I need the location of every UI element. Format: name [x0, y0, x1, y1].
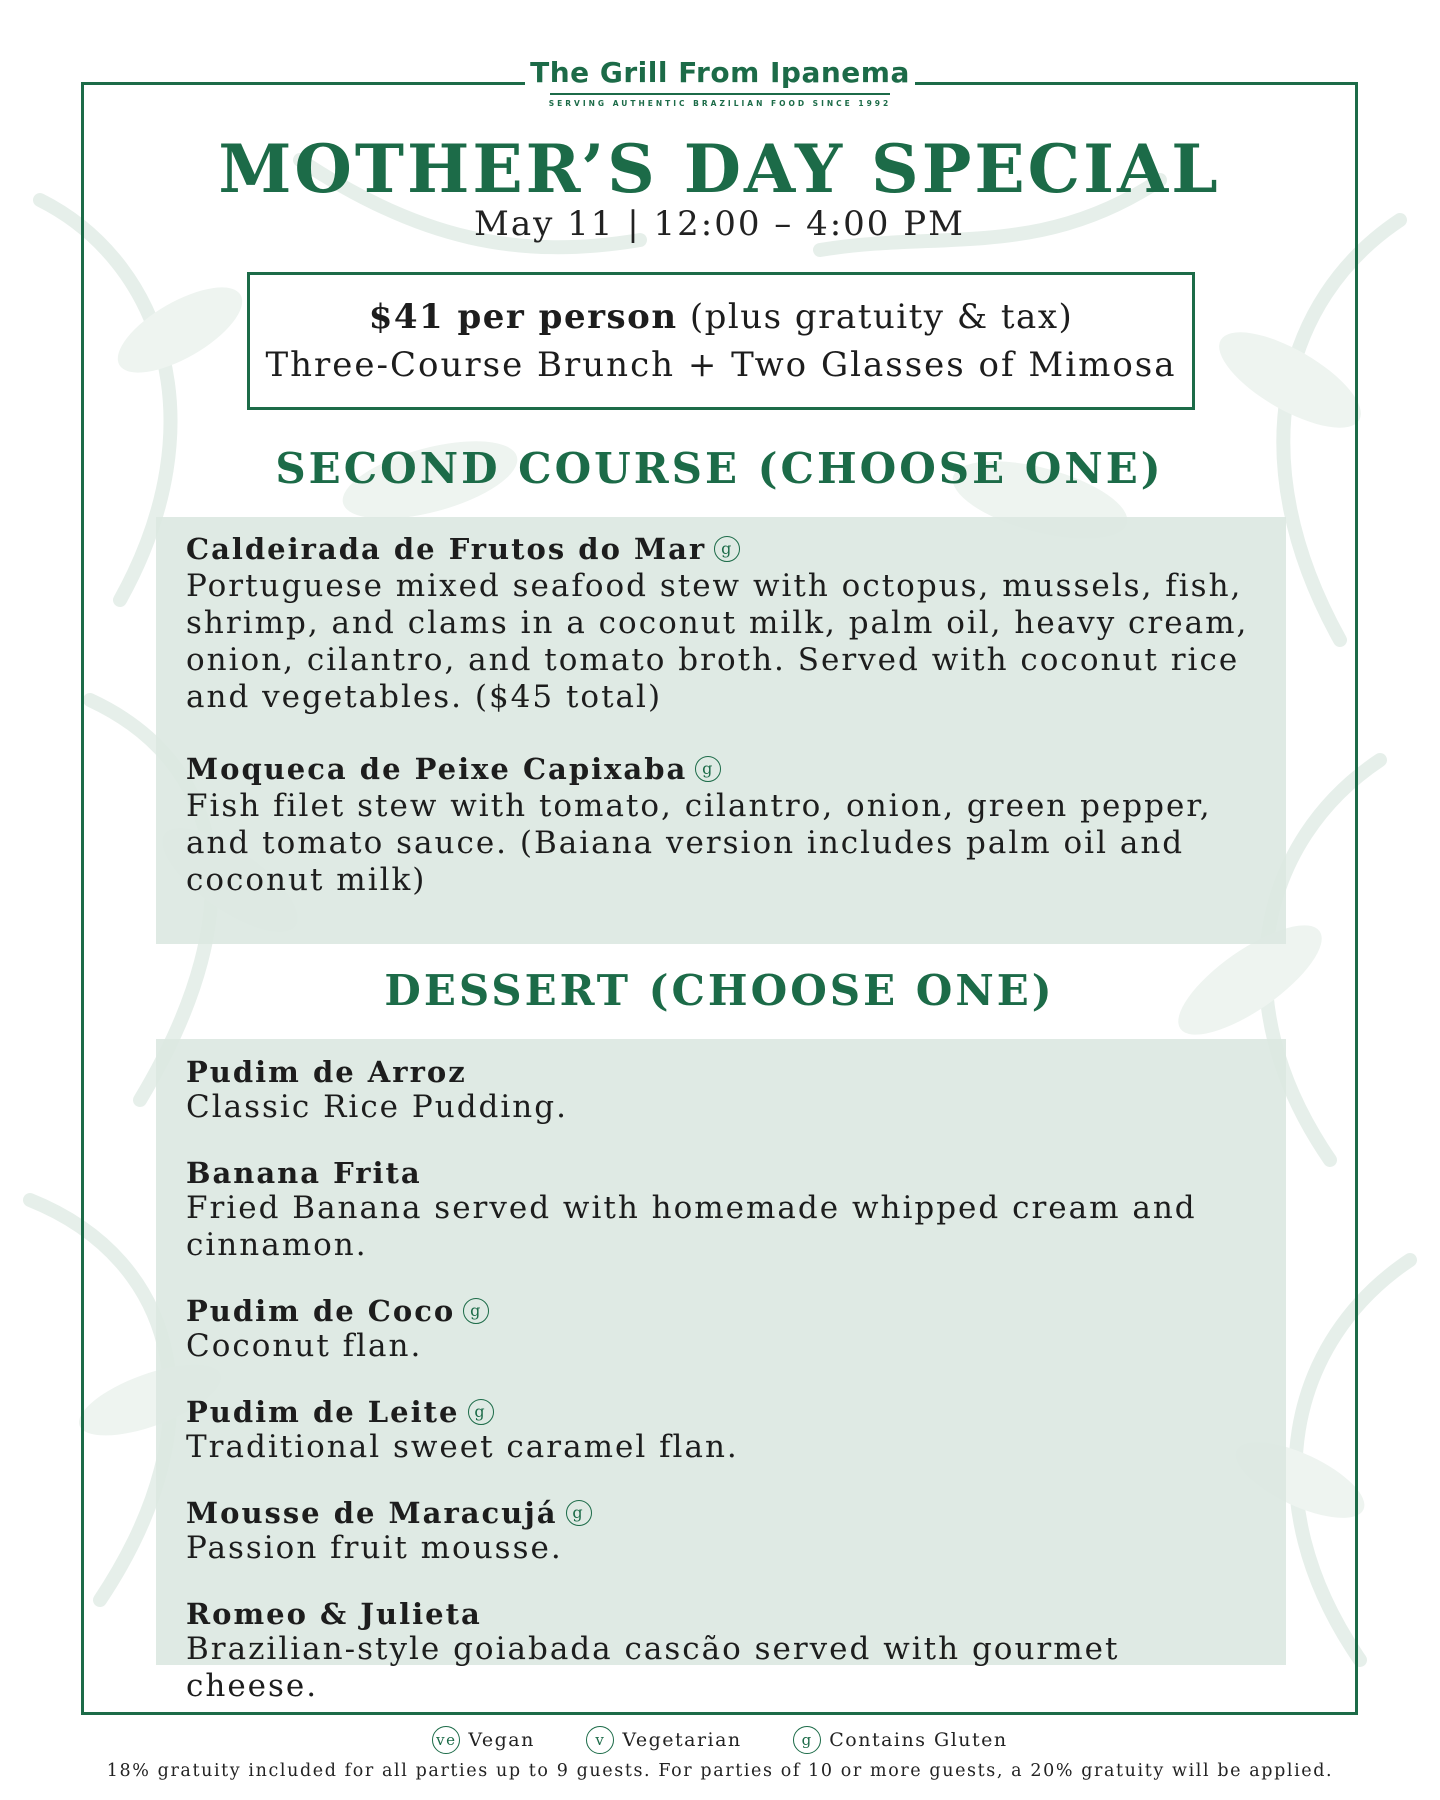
description-line: onion, cilantro, and tomato broth. Served with coconut rice	[186, 642, 1240, 678]
price-line	[250, 297, 1192, 337]
dessert-heading: DESSERT (CHOOSE ONE)	[384, 966, 1055, 1015]
description-line: Fish filet stew with tomato, cilantro, onion, green pepper,	[186, 788, 1212, 824]
description-line: coconut milk)	[186, 862, 427, 898]
item-description: Brazilian-style goiabada cascão served with gourmet cheese.	[186, 1631, 1120, 1704]
menu-item	[186, 1597, 1256, 1705]
description-line: and vegetables. ($45 total)	[186, 679, 663, 715]
brand-name: The Grill From Ipanema	[530, 56, 910, 89]
item-description	[186, 568, 1256, 716]
menu-item	[186, 752, 1256, 899]
description-line: Portuguese mixed seafood stew with octopus, mussels, fish,	[186, 568, 1243, 604]
item-description: Coconut flan.	[186, 1328, 423, 1364]
gratuity-footnote: 18% gratuity included for all parties up to 9 guests. For parties of 10 or more guests, a 20% gratuity will be applied.	[106, 1761, 1334, 1781]
vegan-icon: ve	[432, 1726, 460, 1754]
dietary-legend	[0, 1726, 1440, 1754]
menu-item	[186, 1156, 1256, 1264]
gluten-icon: g	[468, 1399, 494, 1425]
brand-logo	[525, 50, 915, 120]
item-description: Fried Banana served with homemade whipped cream and cinnamon.	[186, 1190, 1197, 1263]
gluten-icon: g	[695, 756, 721, 782]
item-description: Traditional sweet caramel flan.	[186, 1429, 739, 1465]
legend-label: Contains Gluten	[829, 1729, 1008, 1751]
legend-gluten	[793, 1726, 1007, 1754]
menu-item	[186, 1496, 1256, 1567]
page-title: MOTHER’S DAY SPECIAL	[218, 130, 1221, 208]
price-includes: Three-Course Brunch + Two Glasses of Mimosa	[265, 345, 1177, 385]
legend-vegetarian	[586, 1726, 741, 1754]
second-course-heading: SECOND COURSE (CHOOSE ONE)	[275, 444, 1164, 493]
legend-label: Vegetarian	[622, 1729, 742, 1751]
brand-tagline: SERVING AUTHENTIC BRAZILIAN FOOD SINCE 1992	[548, 99, 892, 108]
item-name: Caldeirada de Frutos do Mar	[186, 532, 707, 566]
description-line: and tomato sauce. (Baiana version includes palm oil and	[186, 825, 1185, 861]
gluten-icon: g	[793, 1726, 821, 1754]
gluten-icon: g	[566, 1500, 592, 1526]
menu-item	[186, 1395, 1256, 1466]
item-description: Classic Rice Pudding.	[186, 1089, 568, 1125]
gluten-icon: g	[463, 1298, 489, 1324]
menu-item	[186, 1055, 1256, 1126]
item-name: Pudim de Coco	[186, 1294, 456, 1328]
menu-item	[186, 1294, 1256, 1365]
item-description: Passion fruit mousse.	[186, 1530, 563, 1566]
vegetarian-icon: v	[586, 1726, 614, 1754]
price-amount: $41 per person	[368, 297, 678, 337]
item-name: Pudim de Arroz	[186, 1055, 467, 1089]
logo-divider	[550, 93, 890, 95]
price-box	[247, 272, 1195, 410]
event-date: May 11 | 12:00 – 4:00 PM	[474, 204, 965, 244]
second-course-panel	[156, 517, 1286, 944]
legend-label: Vegan	[468, 1729, 535, 1751]
item-name: Mousse de Maracujá	[186, 1496, 558, 1530]
price-note: (plus gratuity & tax)	[689, 297, 1074, 337]
item-name: Romeo & Julieta	[186, 1597, 482, 1631]
item-name: Pudim de Leite	[186, 1395, 460, 1429]
dessert-panel	[156, 1039, 1286, 1704]
legend-vegan	[432, 1726, 534, 1754]
item-name: Moqueca de Peixe Capixaba	[186, 752, 688, 786]
description-line: shrimp, and clams in a coconut milk, palm oil, heavy cream,	[186, 605, 1249, 641]
menu-item	[186, 532, 1256, 716]
gluten-icon: g	[714, 536, 740, 562]
item-name: Banana Frita	[186, 1156, 422, 1190]
item-description	[186, 788, 1256, 899]
